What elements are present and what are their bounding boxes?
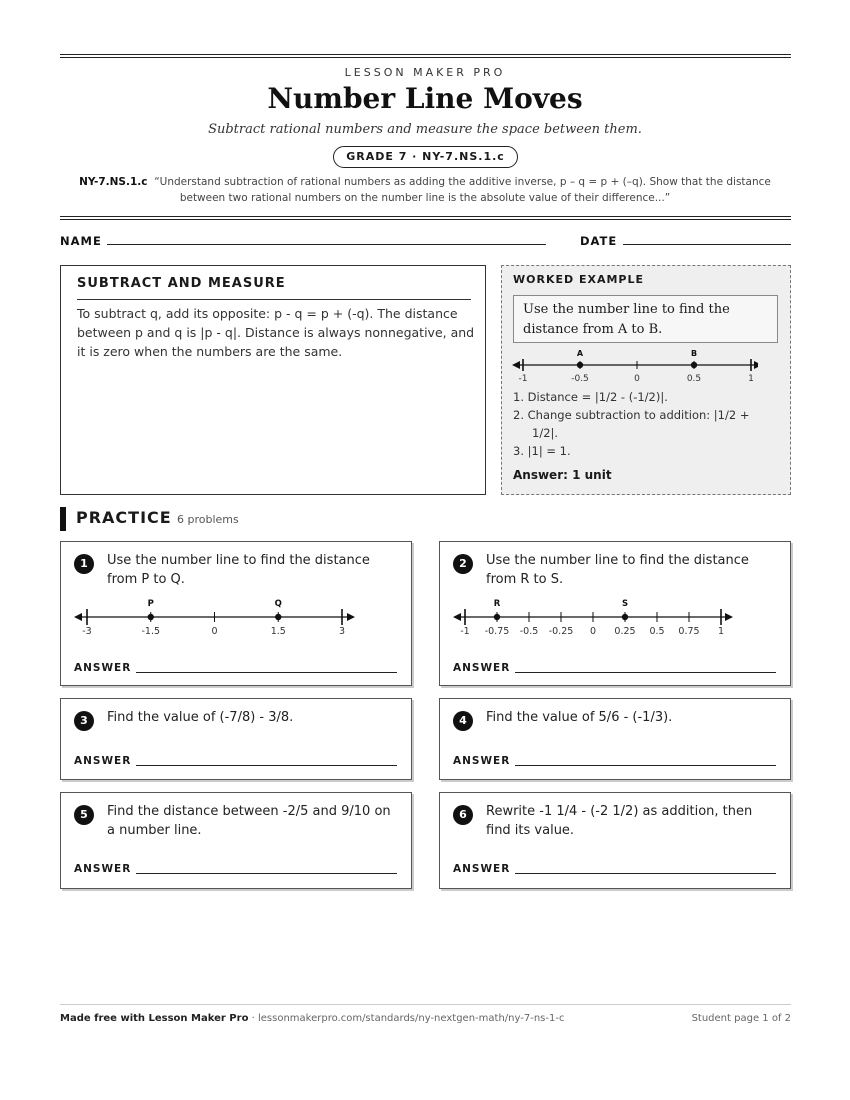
step-3: 3. |1| = 1. <box>513 444 571 458</box>
tick-label: -0.5 <box>519 626 539 637</box>
point-marker <box>622 614 628 620</box>
date-label: DATE <box>580 234 618 248</box>
header-bottom-rule <box>60 216 791 220</box>
concept-box <box>60 265 486 495</box>
tick-label: 0.5 <box>649 626 665 637</box>
tick-label: -3 <box>82 626 92 637</box>
tick-label: 1 <box>748 374 754 384</box>
concept-heading: SUBTRACT AND MEASURE <box>77 276 286 291</box>
header-top-rule <box>60 54 791 58</box>
answer-field[interactable] <box>136 672 397 673</box>
left-arrow-icon <box>512 361 520 369</box>
name-label: NAME <box>60 234 102 248</box>
grade-badge: GRADE 7 · NY-7.NS.1.c <box>333 146 518 168</box>
worked-example-answer: Answer: 1 unit <box>513 468 612 482</box>
footer-made-with: Made free with Lesson Maker Pro <box>60 1013 249 1024</box>
problem-card-3 <box>60 698 412 780</box>
worked-example-number-line <box>508 346 758 386</box>
tick-label: -1 <box>518 374 528 384</box>
problem-number: 5 <box>74 805 94 825</box>
left-arrow-icon <box>453 613 461 621</box>
right-arrow-icon <box>347 613 355 621</box>
problem-card-4 <box>439 698 791 780</box>
problem-card-5 <box>60 792 412 889</box>
concept-body: To subtract q, add its opposite: p - q = p + (-q). The distance between p and q is |p - q|. Distance is always nonnegative, and it is zero when the numbers are the same. <box>77 306 475 359</box>
problem-prompt: Rewrite -1 1/4 - (-2 1/2) as addition, then find its value. <box>486 804 753 838</box>
tick-label: -1 <box>460 626 470 637</box>
problem-number: 3 <box>74 711 94 731</box>
problem-prompt: Use the number line to find the distance from P to Q. <box>107 553 370 587</box>
point-label: R <box>493 599 501 609</box>
page-subtitle: Subtract rational numbers and measure the space between them. <box>208 122 642 137</box>
problem-number: 1 <box>74 554 94 574</box>
right-arrow-icon <box>754 361 758 369</box>
worked-example-prompt: Use the number line to find the distance from A to B. <box>513 295 778 343</box>
tick-label: 0.75 <box>678 626 700 637</box>
tick-label: 0 <box>589 626 597 637</box>
tick-label: 0.25 <box>614 626 636 637</box>
standard-code: NY-7.NS.1.c <box>79 176 148 188</box>
worked-example-heading: WORKED EXAMPLE <box>513 273 644 286</box>
standard-text: “Understand subtraction of rational numbers as adding the additive inverse, p – q = p + (–q). Show that the distance between two rational numbers on the number line is the absolute value of their difference...” <box>154 176 771 204</box>
point-marker <box>577 362 583 368</box>
answer-label: ANSWER <box>453 662 511 674</box>
name-field[interactable] <box>107 244 546 245</box>
problem-1-number-line <box>73 594 363 640</box>
tick-label: 1 <box>717 626 725 637</box>
step-2-continued-text: 1/2|. <box>532 426 559 440</box>
point-marker <box>691 362 697 368</box>
tick-label: 0 <box>211 626 218 637</box>
problem-card-1 <box>60 541 412 686</box>
tick-label: -1.5 <box>141 626 161 637</box>
tick-label: 0.5 <box>686 374 702 384</box>
practice-count: 6 problems <box>177 513 239 526</box>
footer-rule <box>60 1004 791 1005</box>
problem-number: 6 <box>453 805 473 825</box>
step-2: 2. Change subtraction to addition: |1/2 + <box>513 408 750 422</box>
answer-label: ANSWER <box>74 863 132 875</box>
problem-card-6 <box>439 792 791 889</box>
point-label: B <box>690 349 698 358</box>
problem-prompt: Find the distance between -2/5 and 9/10 on a number line. <box>107 804 391 838</box>
step-3-text: |1| = 1. <box>527 444 571 458</box>
problem-prompt: Find the value of (-7/8) - 3/8. <box>107 710 294 725</box>
tick-label: -0.25 <box>548 626 574 637</box>
worked-example-steps <box>513 388 783 460</box>
problem-card-2 <box>439 541 791 686</box>
footer-credit <box>60 1013 564 1024</box>
tick-label: 1.5 <box>270 626 286 637</box>
answer-label: ANSWER <box>74 755 132 767</box>
answer-label: ANSWER <box>74 662 132 674</box>
tick-label: -0.5 <box>571 374 589 384</box>
answer-field[interactable] <box>515 672 776 673</box>
problem-prompt: Use the number line to find the distance from R to S. <box>486 553 749 587</box>
step-2-continued <box>513 424 783 442</box>
tick-label: 0 <box>634 374 640 384</box>
step-1: 1. Distance = |1/2 - (-1/2)|. <box>513 390 668 404</box>
answer-field[interactable] <box>136 765 397 766</box>
answer-field[interactable] <box>515 873 776 874</box>
point-marker <box>148 614 154 620</box>
problem-number: 4 <box>453 711 473 731</box>
brand-name: LESSON MAKER PRO <box>344 66 506 79</box>
point-label: S <box>621 599 629 609</box>
point-marker <box>275 614 281 620</box>
footer-url[interactable]: · lessonmakerpro.com/standards/ny-nextgen-math/ny-7-ns-1-c <box>248 1013 565 1024</box>
page-title: Number Line Moves <box>267 82 583 115</box>
step-1-text: Distance = |1/2 - (-1/2)|. <box>527 390 668 404</box>
problem-prompt: Find the value of 5/6 - (-1/3). <box>486 710 673 725</box>
point-label: A <box>576 349 584 358</box>
practice-title: PRACTICE <box>76 508 172 527</box>
point-label: Q <box>274 599 282 609</box>
footer-page-number: Student page 1 of 2 <box>691 1013 791 1024</box>
point-label: P <box>147 599 154 609</box>
tick-label: -0.75 <box>484 626 510 637</box>
answer-field[interactable] <box>136 873 397 874</box>
concept-heading-rule <box>77 299 471 300</box>
practice-bar <box>60 507 66 531</box>
standard-description <box>75 174 775 206</box>
left-arrow-icon <box>74 613 82 621</box>
point-marker <box>494 614 500 620</box>
problem-number: 2 <box>453 554 473 574</box>
date-field[interactable] <box>623 244 791 245</box>
answer-field[interactable] <box>515 765 776 766</box>
problem-2-number-line <box>450 594 750 640</box>
answer-label: ANSWER <box>453 755 511 767</box>
worked-example-box <box>501 265 791 495</box>
answer-label: ANSWER <box>453 863 511 875</box>
step-2-text: Change subtraction to addition: |1/2 + <box>527 408 750 422</box>
tick-label: 3 <box>338 626 346 637</box>
right-arrow-icon <box>725 613 733 621</box>
